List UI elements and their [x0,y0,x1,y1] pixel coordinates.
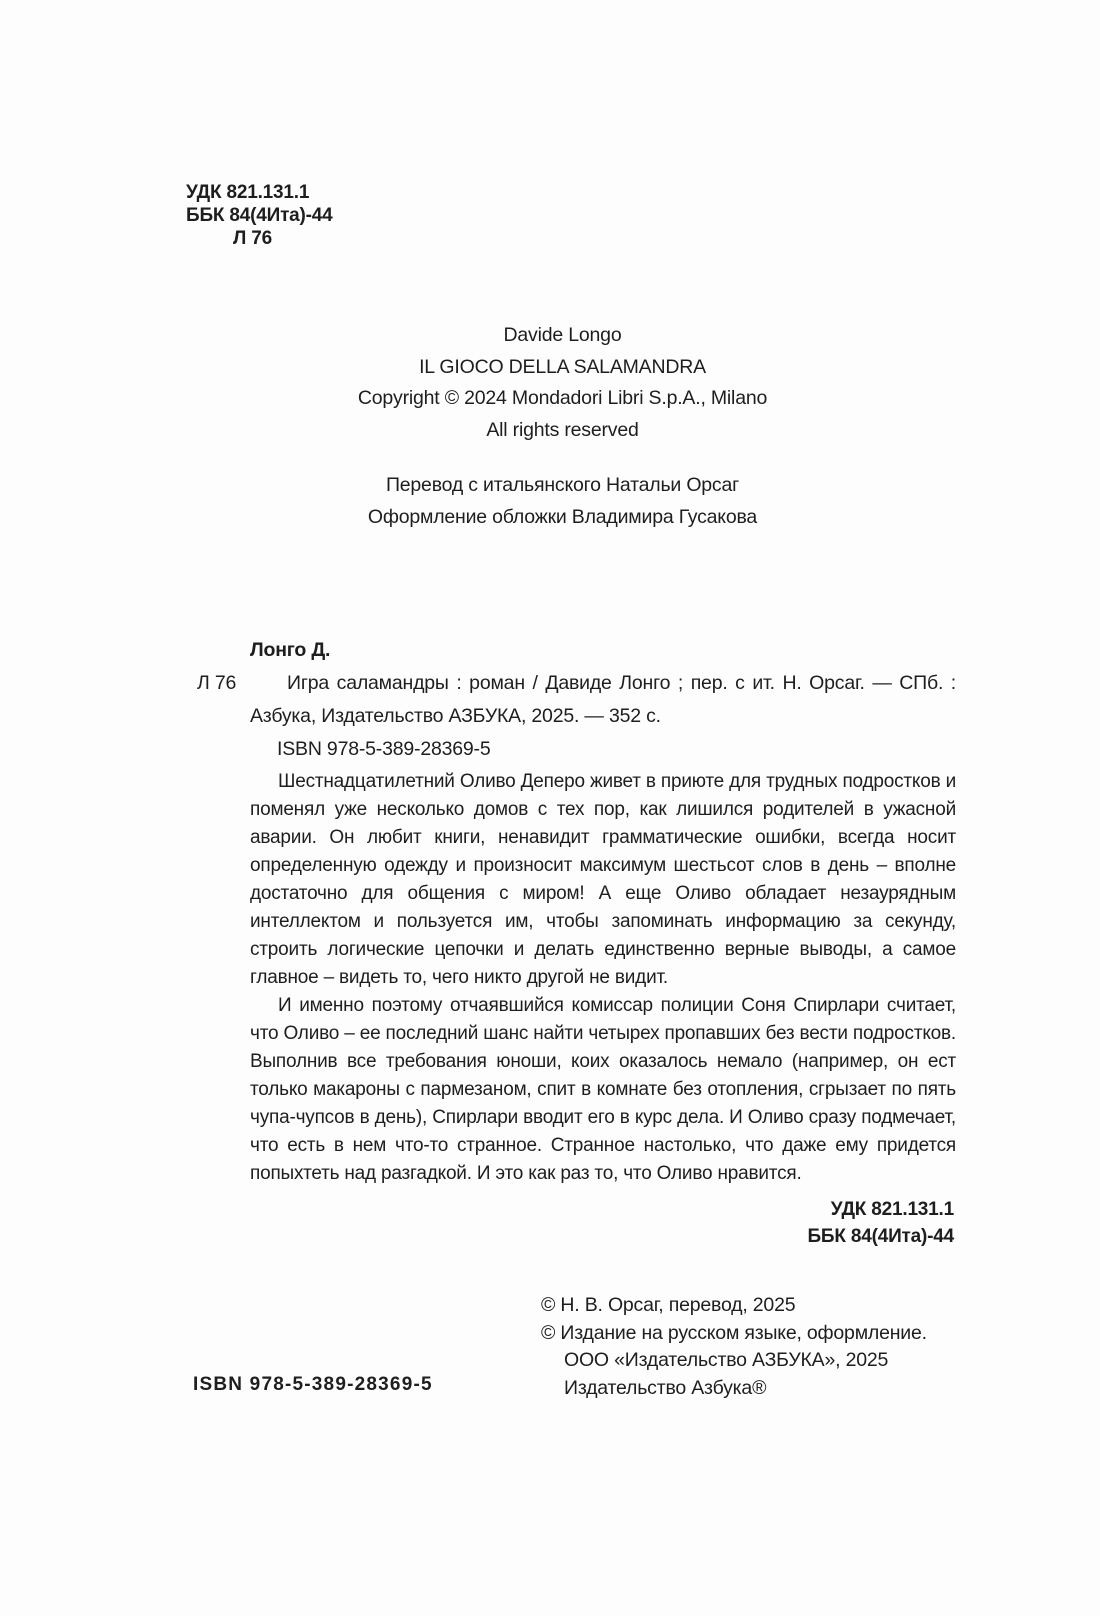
author-sign-code: Л 76 [233,228,272,249]
original-copyright: Copyright © 2024 Mondadori Libri S.p.A., Milano [357,387,768,409]
catalog-author-sign: Л 76 [197,672,237,694]
original-rights: All rights reserved [486,418,639,441]
classification-codes-bottom [807,1196,954,1250]
bbk-code: ББК 84(4Ита)-44 [186,205,333,226]
catalog-entry-text: Игра саламандры : роман / Давиде Лонго ; пер. с ит. Н. Орсаг. — СПб. : Азбука, Издательство АЗБУКА, 2025. — 352 с. [250,672,956,727]
copyright-line-edition: © Издание на русском языке, оформление. [541,1321,927,1344]
udk-code-bottom: УДК 821.131.1 [830,1199,954,1220]
classification-codes-top [186,181,333,250]
original-edition-block [170,320,955,446]
udk-code: УДК 821.131.1 [186,182,310,203]
translation-credit: Перевод с итальянского Натальи Орсаг [385,474,740,496]
catalog-card-block [0,634,1100,766]
copyright-line-brand: Издательство Азбука® [564,1376,767,1399]
original-title: IL GIOCO DELLA SALAMANDRA [419,355,706,378]
copyright-line-translator: © Н. В. Орсаг, перевод, 2025 [541,1294,796,1316]
copyright-block [541,1292,927,1402]
copyright-line-publisher: ООО «Издательство АЗБУКА», 2025 [564,1349,889,1371]
isbn-bottom: ISBN 978-5-389-28369-5 [193,1374,433,1395]
annotation-paragraph: И именно поэтому отчаявшийся комиссар полиции Соня Спирлари считает, что Оливо – ее последний шанс найти четырех пропавших без вести подростков. Выполнив все требования юноши, коих оказалось немало (например, он ест только макароны с пармезаном, спит в комнате без отопления, сгрызает по пять чупа-чупсов в день), Спирлари вводит его в курс дела. И Оливо сразу подмечает, что есть в нем что-то странное. Странное настолько, что даже ему придется попыхтеть над разгадкой. И это как раз то, что Оливо нравится. [250,995,956,1184]
credits-block [170,469,955,533]
annotation-paragraph: Шестнадцатилетний Оливо Деперо живет в приюте для трудных подростков и поменял уже несколько домов с тех пор, как лишился родителей в ужасной аварии. Он любит книги, ненавидит грамматические ошибки, всегда носит определенную одежду и произносит максимум шестьсот слов в день – вполне достаточно для общения с миром! А еще Оливо обладает незаурядным интеллектом и пользуется им, чтобы запоминать информацию за секунду, строить логические цепочки и делать единственно верные выводы, а самое главное – видеть то, чего никто другой не видит. [250,771,956,988]
cover-design-credit: Оформление обложки Владимира Гусакова [367,506,758,528]
catalog-isbn: ISBN 978-5-389-28369-5 [277,738,491,760]
annotation-block [250,768,956,1188]
bbk-code-bottom: ББК 84(4Ита)-44 [807,1226,954,1247]
original-author: Davide Longo [503,324,622,346]
catalog-entry-row [0,667,1100,733]
catalog-author: Лонго Д. [250,639,331,661]
